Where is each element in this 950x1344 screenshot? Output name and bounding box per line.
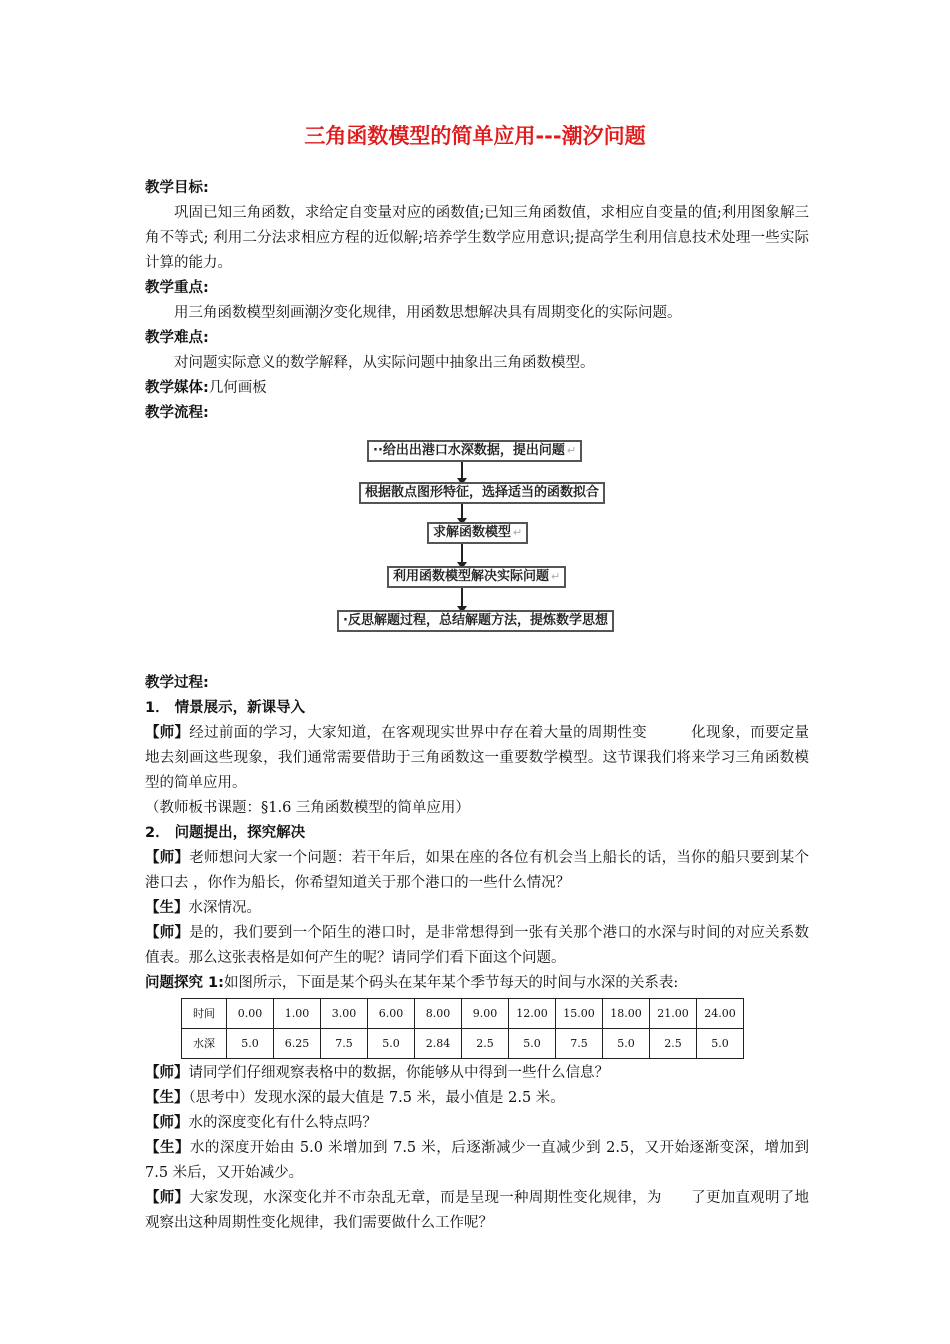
section-1-paragraph: 【师】经过前面的学习，大家知道，在客观现实世界中存在着大量的周期性变 化现象，而要定量地去刻画这些现象，我们通常需要借助于三角函数这一重要数学模型。这节课我们将来学习三角函数模型的简单应用。: [145, 725, 810, 791]
difficulties-text: 对问题实际意义的数学解释，从实际问题中抽象出三角函数模型。: [174, 355, 595, 371]
table-row: [182, 1029, 744, 1059]
flow-arrow-4: [461, 588, 463, 607]
key-points-heading: 教学重点:: [145, 280, 209, 296]
problem-line: 问题探究 1:如图所示，下面是某个码头在某年某个季节每天的时间与水深的关系表:: [145, 975, 679, 991]
table-cell: 2.5: [650, 1029, 697, 1059]
section-1-note: （教师板书课题：§1.6 三角函数模型的简单应用）: [145, 800, 470, 816]
media-heading: 教学媒体:: [145, 380, 209, 396]
table-cell: 6.00: [368, 999, 415, 1029]
flowchart: [145, 426, 809, 671]
flow-step-4: 利用函数模型解决实际问题 ↵: [387, 566, 566, 588]
table-cell: 21.00: [650, 999, 697, 1029]
document-body: [145, 176, 809, 1236]
depth-table: [181, 998, 744, 1059]
table-cell: 5.0: [227, 1029, 274, 1059]
table-cell: 24.00: [697, 999, 744, 1029]
table-cell: 8.00: [415, 999, 462, 1029]
dialogue-line: 【师】请同学们仔细观察表格中的数据，你能够从中得到一些什么信息？: [145, 1065, 609, 1081]
dialogue-line: 【师】大家发现，水深变化并不市杂乱无章，而是呈现一种周期性变化规律，为 了更加直观明了地观察出这种周期性变化规律，我们需要做什么工作呢？: [145, 1190, 810, 1231]
flow-step-2: 根据散点图形特征，选择适当的函数拟合: [359, 482, 605, 504]
goals-heading: 教学目标:: [145, 180, 209, 196]
table-row-label: 时间: [182, 999, 227, 1029]
table-cell: 0.00: [227, 999, 274, 1029]
section-2-paragraph-1: 【师】老师想问大家一个问题：若干年后，如果在座的各位有机会当上船长的话，当你的船只要到某个港口去 ，你作为船长，你希望知道关于那个港口的一些什么情况？: [145, 850, 810, 891]
media-line: [145, 376, 809, 401]
table-cell: 2.84: [415, 1029, 462, 1059]
table-cell: 9.00: [462, 999, 509, 1029]
dialogue-line: 【师】水的深度变化有什么特点吗？: [145, 1115, 377, 1131]
flow-step-5: ·反思解题过程，总结解题方法，提炼数学思想: [337, 610, 614, 632]
table-cell: 18.00: [603, 999, 650, 1029]
table-cell: 5.0: [368, 1029, 415, 1059]
media-text: 几何画板: [208, 380, 267, 396]
difficulties-heading: 教学难点:: [145, 330, 209, 346]
table-cell: 7.5: [556, 1029, 603, 1059]
table-cell: 5.0: [697, 1029, 744, 1059]
section-1-heading: 1． 情景展示，新课导入: [145, 700, 306, 716]
section-2-heading: 2． 问题提出，探究解决: [145, 825, 306, 841]
flow-step-3: 求解函数模型 ↵: [427, 522, 528, 544]
table-cell: 12.00: [509, 999, 556, 1029]
table-cell: 15.00: [556, 999, 603, 1029]
process-heading: 教学过程:: [145, 675, 209, 691]
dialogue-line: 【生】水的深度开始由 5.0 米增加到 7.5 米，后逐渐减少一直减少到 2.5，又开始逐渐变深，增加到 7.5 米后，又开始减少。: [145, 1140, 809, 1181]
table-row: [182, 999, 744, 1029]
key-points-text: 用三角函数模型刻画潮汐变化规律，用函数思想解决具有周期变化的实际问题。: [174, 305, 682, 321]
flow-step-1: ··给出出港口水深数据，提出问题 ↵: [367, 440, 582, 462]
table-cell: 5.0: [603, 1029, 650, 1059]
flow-arrow-3: [461, 544, 463, 563]
table-cell: 3.00: [321, 999, 368, 1029]
table-row-label: 水深: [182, 1029, 227, 1059]
flow-arrow-2: [461, 504, 463, 519]
table-cell: 6.25: [274, 1029, 321, 1059]
table-cell: 5.0: [509, 1029, 556, 1059]
flow-arrow-1: [461, 462, 463, 479]
page-title: 三角函数模型的简单应用---潮汐问题: [304, 124, 646, 148]
table-cell: 2.5: [462, 1029, 509, 1059]
section-2-paragraph-3: 【师】是的，我们要到一个陌生的港口时，是非常想得到一张有关那个港口的水深与时间的对应关系数值表。那么这张表格是如何产生的呢？请同学们看下面这个问题。: [145, 925, 810, 966]
goals-text: 巩固已知三角函数，求给定自变量对应的函数值;已知三角函数值，求相应自变量的值;利用图象解三角不等式; 利用二分法求相应方程的近似解;培养学生数学应用意识;提高学生利用信息技术处理一些实际计算的能力。: [145, 205, 809, 271]
section-2-paragraph-2: 【生】水深情况。: [145, 900, 261, 916]
dialogue-line: 【生】（思考中）发现水深的最大值是 7.5 米，最小值是 2.5 米。: [145, 1090, 565, 1106]
table-cell: 7.5: [321, 1029, 368, 1059]
flow-heading: 教学流程:: [145, 405, 209, 421]
table-cell: 1.00: [274, 999, 321, 1029]
